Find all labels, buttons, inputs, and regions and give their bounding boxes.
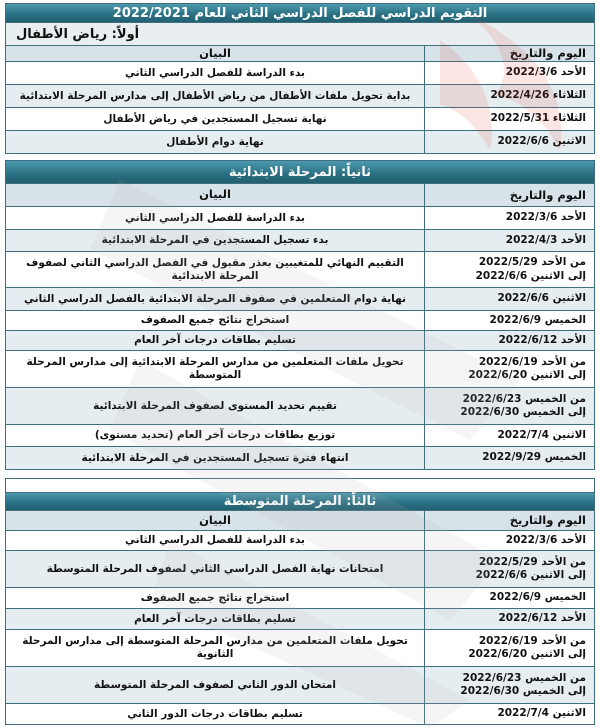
row-date: الاثنين 2022/6/6 — [424, 131, 594, 153]
table-row — [6, 667, 594, 704]
row-date: الاثنين 2022/6/6 — [424, 288, 594, 310]
table-row — [6, 108, 594, 131]
description-column-header: البيان — [199, 512, 231, 527]
table-row — [6, 388, 594, 425]
table-header — [6, 46, 594, 62]
date-column-header: اليوم والتاريخ — [424, 184, 594, 206]
table-row — [6, 425, 594, 447]
row-description: بدء الدراسة للفصل الدراسي الثاني — [125, 534, 305, 547]
table-row — [6, 704, 594, 724]
row-date: الاثنين 2022/7/4 — [424, 704, 594, 724]
row-date: من الخميس 2022/6/23 إلى الخميس 2022/6/30 — [424, 388, 594, 424]
row-date: الأحد 2022/3/6 — [424, 531, 594, 550]
table-row — [6, 331, 594, 351]
row-description: بدء الدراسة للفصل الدراسي الثاني — [125, 211, 305, 224]
description-column-header: البيان — [199, 187, 231, 202]
row-date: من الأحد 2022/5/29 إلى الاثنين 2022/6/6 — [424, 252, 594, 287]
row-date: الأحد 2022/3/6 — [424, 207, 594, 229]
row-date: الثلاثاء 2022/5/31 — [424, 108, 594, 130]
row-date: من الخميس 2022/6/23 إلى الخميس 2022/6/30 — [424, 667, 594, 703]
row-description: تقييم تحديد المستوى لصفوف المرحلة الابتدائية — [93, 399, 337, 412]
row-description: استخراج نتائج جميع الصفوف — [140, 314, 290, 327]
row-date: الأحد 2022/6/12 — [424, 609, 594, 629]
row-description: نهاية تسجيل المستجدين في رياض الأطفال — [103, 112, 327, 125]
kindergarten-heading: أولاً: رياض الأطفال — [6, 23, 594, 46]
row-description: تسليم بطاقات درجات آخر العام — [134, 612, 296, 625]
row-description: بدء الدراسة للفصل الدراسي الثاني — [125, 66, 305, 79]
table-row — [6, 311, 594, 331]
table-row — [6, 630, 594, 667]
row-date: من الأحد 2022/5/29 إلى الاثنين 2022/6/6 — [424, 551, 594, 587]
row-date: الثلاثاء 2022/4/26 — [424, 85, 594, 107]
row-description: امتحانات نهاية الفصل الدراسي الثاني لصفوف المرحلة المتوسطة — [46, 562, 384, 575]
table-row — [6, 131, 594, 153]
section-spacer — [6, 479, 594, 493]
row-description: توزيع بطاقات درجات آخر العام (تحديد مستوى) — [94, 429, 336, 442]
calendar-title: التقويم الدراسي للفصل الدراسي الثاني للعام 2022/2021 — [6, 4, 594, 23]
table-row — [6, 531, 594, 551]
kindergarten-section — [5, 3, 595, 154]
row-description: تحويل ملفات المتعلمين من مدارس المرحلة المتوسطة إلى مدارس المرحلة الثانوية — [22, 635, 408, 660]
row-date: الاثنين 2022/7/4 — [424, 425, 594, 446]
table-header — [6, 184, 594, 207]
row-description: بداية تحويل ملفات الأطفال من رياض الأطفال إلى مدارس المرحلة الابتدائية — [19, 89, 411, 102]
table-row — [6, 551, 594, 588]
table-row — [6, 230, 594, 252]
date-column-header: اليوم والتاريخ — [424, 511, 594, 530]
row-date: من الأحد 2022/6/19 إلى الاثنين 2022/6/20 — [424, 351, 594, 387]
primary-heading: ثانياً: المرحلة الابتدائية — [6, 161, 594, 184]
row-description: التقييم النهائي للمتغيبين بعذر مقبول في الفصل الدراسي الثاني لصفوف المرحلة الابتدائية — [26, 256, 404, 282]
table-row — [6, 447, 594, 469]
intermediate-section — [5, 478, 595, 725]
row-description: نهاية دوام المتعلمين في صفوف المرحلة الابتدائية بالفصل الدراسي الثاني — [24, 292, 406, 305]
row-date: من الأحد 2022/6/19 إلى الاثنين 2022/6/20 — [424, 630, 594, 666]
table-row — [6, 288, 594, 311]
row-date: الخميس 2022/6/9 — [424, 311, 594, 330]
row-description: تسليم بطاقات درجات آخر العام — [134, 334, 296, 347]
table-header — [6, 511, 594, 531]
row-date: الخميس 2022/6/9 — [424, 588, 594, 608]
row-date: الأحد 2022/6/12 — [424, 331, 594, 350]
table-row — [6, 351, 594, 388]
table-row — [6, 85, 594, 108]
row-date: الأحد 2022/3/6 — [424, 62, 594, 84]
row-description: استخراج نتائج جميع الصفوف — [140, 591, 290, 604]
date-column-header: اليوم والتاريخ — [424, 46, 594, 61]
row-date: الخميس 2022/9/29 — [424, 447, 594, 469]
row-description: بدء تسجيل المستجدين في المرحلة الابتدائية — [101, 234, 329, 247]
table-row — [6, 588, 594, 609]
table-row — [6, 252, 594, 288]
row-description: تسليم بطاقات درجات الدور الثاني — [127, 707, 303, 720]
row-description: تحويل ملفات المتعلمين من مدارس المرحلة الابتدائية إلى مدارس المرحلة المتوسطة — [26, 356, 404, 381]
table-row — [6, 207, 594, 230]
row-description: نهاية دوام الأطفال — [166, 135, 264, 148]
description-column-header: البيان — [199, 45, 231, 60]
row-description: امتحان الدور الثاني لصفوف المرحلة المتوسطة — [94, 678, 336, 691]
intermediate-heading: ثالثاً: المرحلة المتوسطة — [6, 493, 594, 511]
table-row — [6, 62, 594, 85]
row-date: الأحد 2022/4/3 — [424, 230, 594, 251]
table-row — [6, 609, 594, 630]
row-description: انتهاء فترة تسجيل المستجدين في المرحلة الابتدائية — [81, 451, 349, 464]
primary-section — [5, 160, 595, 470]
